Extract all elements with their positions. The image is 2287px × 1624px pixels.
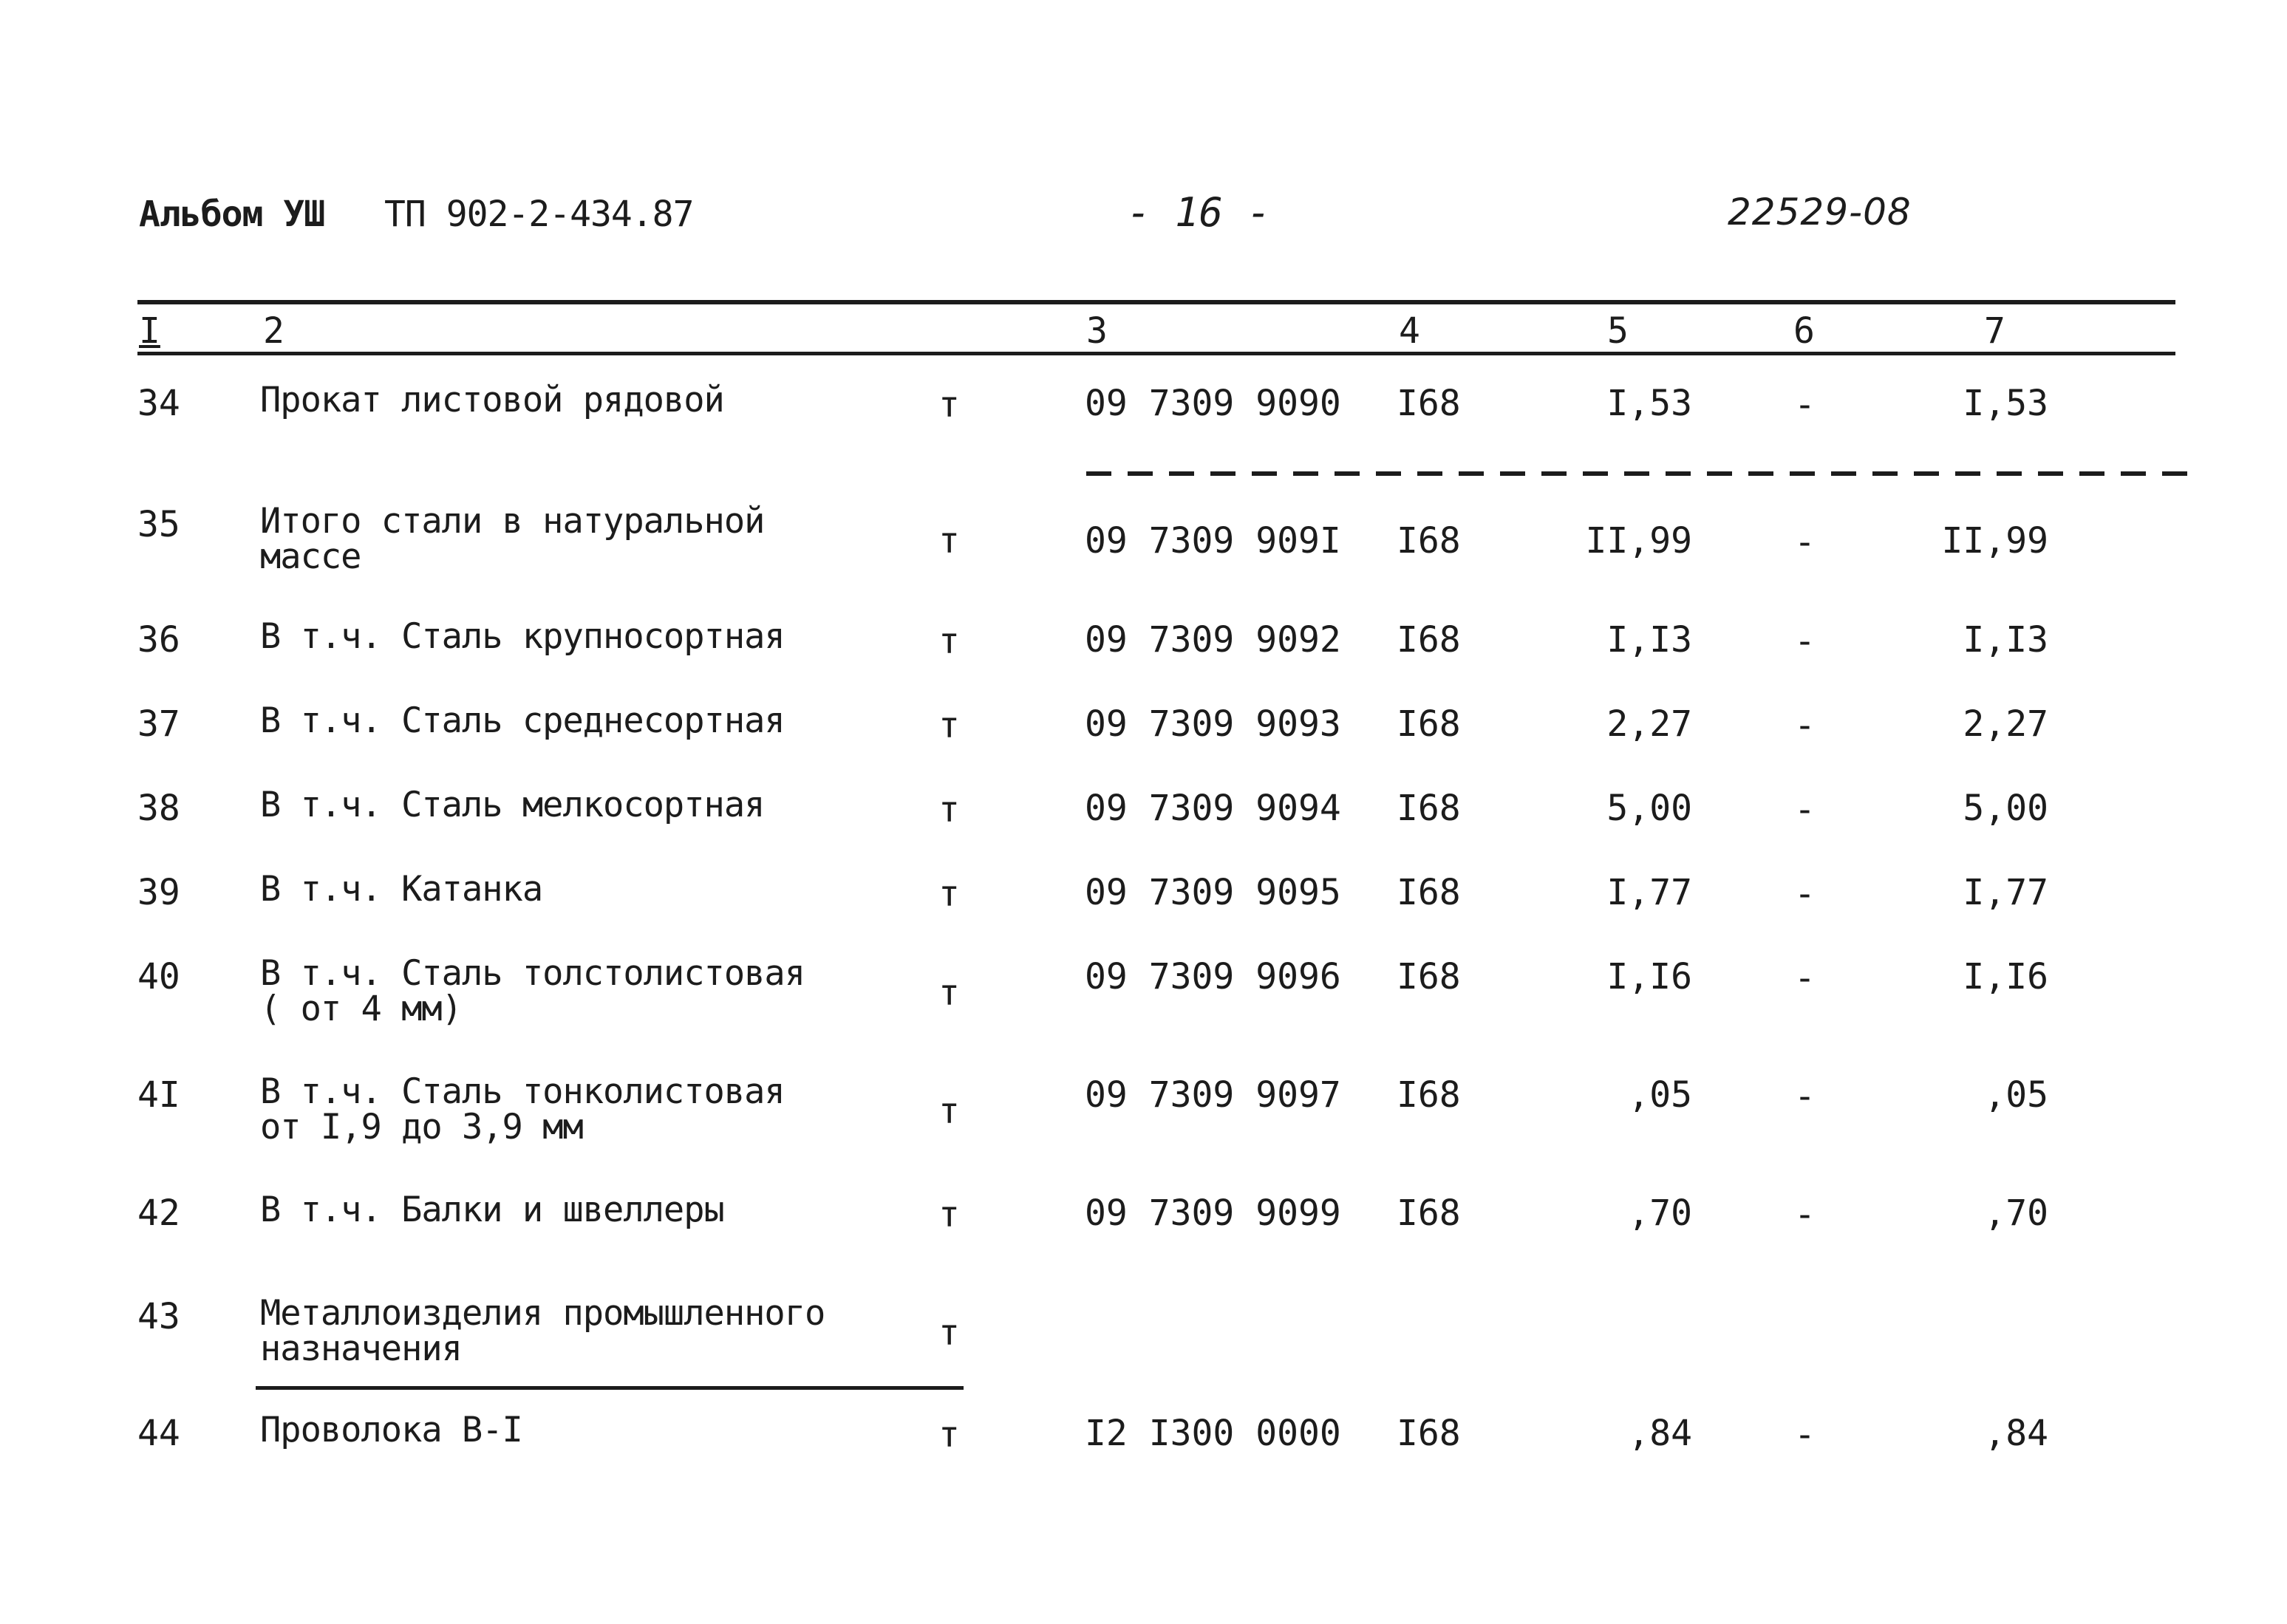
row-col6: -: [1794, 705, 1816, 746]
row-code: 09 7309 9099: [1085, 1193, 1341, 1234]
row-description-line: Прокат листовой рядовой: [260, 380, 724, 420]
row-number: 37: [137, 703, 180, 745]
row-col5: I,53: [1606, 383, 1692, 424]
column-header-3: 3: [1086, 310, 1108, 352]
row-description-line: В т.ч. Сталь толстолистовая: [260, 953, 805, 994]
column-header-5: 5: [1607, 310, 1629, 352]
row-col7: ,05: [1984, 1074, 2048, 1116]
row-code: 09 7309 909I: [1085, 520, 1341, 562]
row-col7: ,84: [1984, 1413, 2048, 1454]
column-header-4: 4: [1399, 310, 1420, 352]
row-col6: -: [1794, 1076, 1816, 1117]
row-unit: т: [938, 972, 960, 1014]
row-col6: -: [1794, 522, 1816, 563]
row-code: 09 7309 9094: [1085, 788, 1341, 829]
row-number: 34: [137, 383, 180, 424]
row-col7: ,70: [1984, 1193, 2048, 1234]
row-col7: I,77: [1963, 872, 2048, 913]
row-description-line: В т.ч. Сталь тонколистовая: [260, 1071, 785, 1112]
row-col7: 5,00: [1963, 788, 2048, 829]
row-col5: ,05: [1628, 1074, 1692, 1116]
dashed-separator: [1086, 471, 2196, 476]
column-header-6: 6: [1793, 310, 1815, 352]
page-number: - 16 -: [1127, 189, 1272, 236]
row-col5: 2,27: [1606, 703, 1692, 745]
row-description-line: массе: [260, 536, 361, 577]
row-code: 09 7309 9093: [1085, 703, 1341, 745]
column-header-7: 7: [1984, 310, 2005, 352]
row-number: 38: [137, 788, 180, 829]
row-col5: ,84: [1628, 1413, 1692, 1454]
row-unit: т: [938, 873, 960, 915]
row-description-line: Итого стали в натуральной: [260, 501, 765, 542]
row-number: 43: [137, 1296, 180, 1337]
row-col5: I,77: [1606, 872, 1692, 913]
row-col7: II,99: [1941, 520, 2048, 562]
row-description-line: ( от 4 мм): [260, 989, 462, 1029]
row-col4: I68: [1397, 1074, 1461, 1116]
document-number: 22529-08: [1728, 191, 1912, 233]
row-number: 4I: [137, 1074, 180, 1116]
row-description-line: В т.ч. Сталь крупносортная: [260, 616, 785, 657]
row-unit: т: [938, 789, 960, 830]
column-header-1: I: [139, 310, 160, 352]
row-description-line: В т.ч. Сталь мелкосортная: [260, 785, 765, 825]
row-col5: 5,00: [1606, 788, 1692, 829]
row-col6: -: [1794, 384, 1816, 426]
row-col6: -: [1794, 621, 1816, 662]
row-col4: I68: [1397, 619, 1461, 661]
row-number: 35: [137, 504, 180, 545]
row-col4: I68: [1397, 872, 1461, 913]
row-col6: -: [1794, 958, 1816, 999]
table-top-rule: [137, 300, 2175, 304]
row-description-line: Металлоизделия промышленного: [260, 1293, 825, 1334]
row-number: 44: [137, 1413, 180, 1454]
row-description-line: от I,9 до 3,9 мм: [260, 1107, 583, 1147]
row-unit: т: [938, 1312, 960, 1354]
row-col5: I,I6: [1606, 956, 1692, 997]
row-number: 36: [137, 619, 180, 661]
row-unit: т: [938, 621, 960, 662]
row-number: 39: [137, 872, 180, 913]
row-col7: I,I6: [1963, 956, 2048, 997]
row-code: 09 7309 9090: [1085, 383, 1341, 424]
row-unit: т: [938, 1194, 960, 1235]
row-43-underline: [256, 1386, 964, 1390]
row-col7: I,53: [1963, 383, 2048, 424]
row-code: 09 7309 9097: [1085, 1074, 1341, 1116]
table-header-rule: [137, 352, 2175, 355]
row-col6: -: [1794, 1194, 1816, 1235]
album-label: Альбом УШ: [139, 194, 325, 235]
row-code: 09 7309 9092: [1085, 619, 1341, 661]
row-description-line: В т.ч. Катанка: [260, 869, 543, 910]
row-col5: ,70: [1628, 1193, 1692, 1234]
row-col6: -: [1794, 789, 1816, 830]
row-col6: -: [1794, 1414, 1816, 1456]
row-col4: I68: [1397, 788, 1461, 829]
project-code: ТП 902-2-434.87: [384, 194, 694, 235]
row-unit: т: [938, 1091, 960, 1132]
row-col4: I68: [1397, 520, 1461, 562]
row-col4: I68: [1397, 1413, 1461, 1454]
row-unit: т: [938, 1414, 960, 1456]
row-unit: т: [938, 705, 960, 746]
row-col6: -: [1794, 873, 1816, 915]
row-description-line: назначения: [260, 1328, 462, 1369]
row-code: 09 7309 9095: [1085, 872, 1341, 913]
column-header-2: 2: [263, 310, 284, 352]
row-col7: 2,27: [1963, 703, 2048, 745]
row-description-line: В т.ч. Балки и швеллеры: [260, 1190, 724, 1230]
row-col4: I68: [1397, 956, 1461, 997]
row-col4: I68: [1397, 703, 1461, 745]
row-col4: I68: [1397, 383, 1461, 424]
row-unit: т: [938, 384, 960, 426]
row-number: 40: [137, 956, 180, 997]
row-description-line: В т.ч. Сталь среднесортная: [260, 700, 785, 741]
row-col7: I,I3: [1963, 619, 2048, 661]
row-col4: I68: [1397, 1193, 1461, 1234]
row-unit: т: [938, 520, 960, 562]
row-description-line: Проволока В-I: [260, 1410, 522, 1450]
row-col5: II,99: [1585, 520, 1692, 562]
row-code: 09 7309 9096: [1085, 956, 1341, 997]
row-col5: I,I3: [1606, 619, 1692, 661]
row-number: 42: [137, 1193, 180, 1234]
row-code: I2 I300 0000: [1085, 1413, 1341, 1454]
